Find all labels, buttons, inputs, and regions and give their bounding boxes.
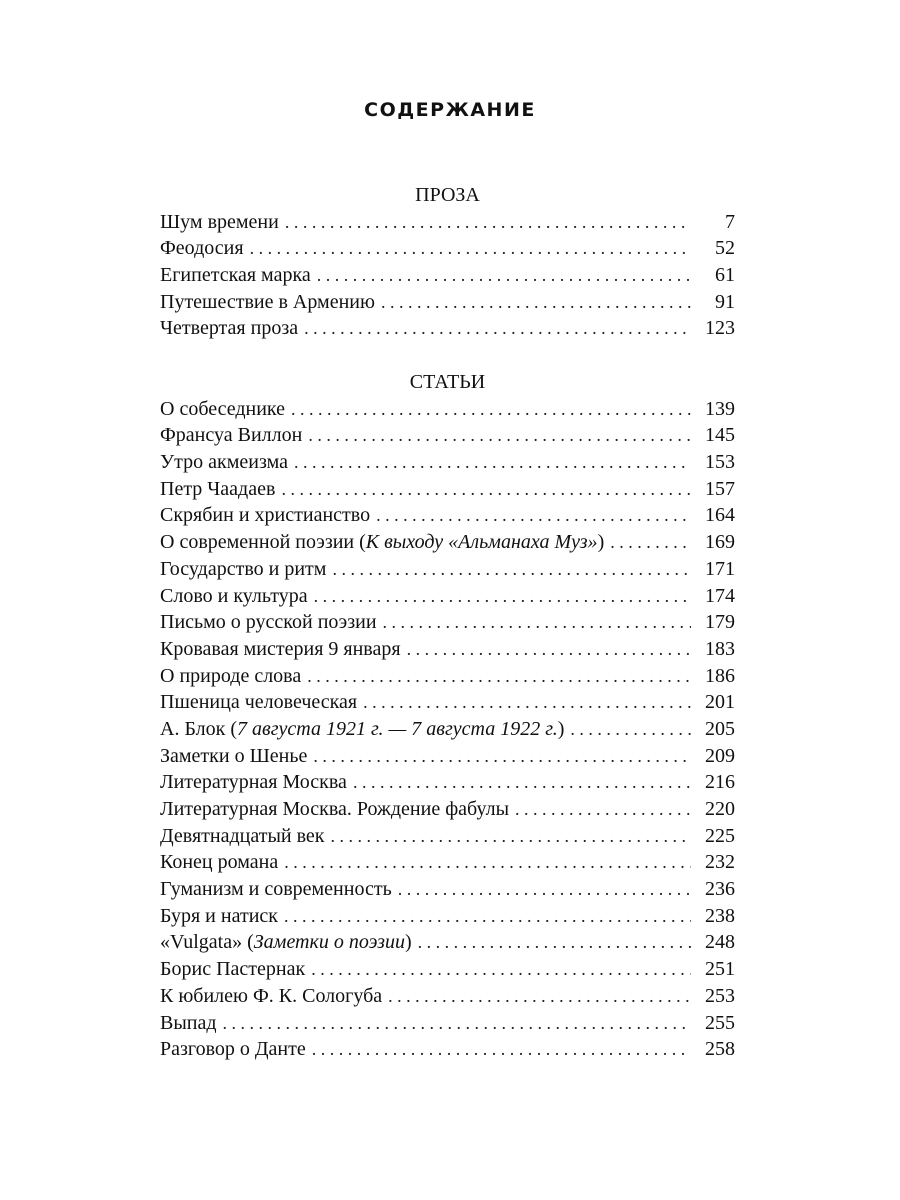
toc-entry-title <box>160 1010 217 1037</box>
toc-entry-page-number: 183 <box>705 637 735 660</box>
toc-entry-page-number: 248 <box>705 931 735 954</box>
toc-entry-title-part: Литературная Москва <box>160 771 347 794</box>
toc-entry-title <box>160 289 375 316</box>
dot-leader <box>398 876 691 903</box>
dot-leader <box>304 315 691 342</box>
dot-leader <box>313 743 691 770</box>
toc-entry-title <box>160 876 392 903</box>
toc-entry-title <box>160 743 307 770</box>
dot-leader <box>281 476 691 503</box>
dot-leader <box>284 903 691 930</box>
toc-entry <box>160 422 735 449</box>
toc-entry-title <box>160 823 325 850</box>
dot-leader <box>363 689 691 716</box>
toc-entry-title <box>160 609 377 636</box>
toc-entry-title <box>160 476 275 503</box>
dot-leader <box>294 449 691 476</box>
toc-entry-page-number: 123 <box>705 317 735 340</box>
toc-entry-title-part: ) <box>597 531 605 554</box>
toc-entry <box>160 1036 735 1063</box>
dot-leader <box>308 422 691 449</box>
toc-entry-title-part: О собеседнике <box>160 397 286 420</box>
toc-entry-title <box>160 209 279 236</box>
toc-entry <box>160 583 735 610</box>
toc-entry <box>160 823 735 850</box>
toc-entry-title-part: Литературная Москва. Рождение фабулы <box>160 798 510 820</box>
toc-entry-title <box>160 1036 306 1063</box>
toc-entry-title-italic-part: Заметки о поэзии <box>253 931 405 954</box>
toc-entry <box>160 769 735 796</box>
toc-entry-title-part: ) <box>557 717 565 740</box>
toc-entry <box>160 983 735 1010</box>
toc-entry-title-part: Скрябин и христианство <box>160 504 371 527</box>
toc-entry-title <box>160 396 285 423</box>
toc-entry-page-number: 61 <box>715 264 735 287</box>
toc-entry-title <box>160 689 357 716</box>
toc-entry <box>160 743 735 770</box>
toc-entry-title <box>160 983 382 1010</box>
toc-entry-title-part: Гуманизм и современность <box>160 878 392 901</box>
toc-entry <box>160 502 735 529</box>
dot-leader <box>291 396 691 423</box>
toc-entry <box>160 903 735 930</box>
toc-entry-title <box>160 716 564 743</box>
dot-leader <box>515 796 691 823</box>
dot-leader <box>388 983 691 1010</box>
toc-entry-page-number: 201 <box>705 691 735 714</box>
toc-entry <box>160 689 735 716</box>
toc-entry <box>160 449 735 476</box>
toc-entry-page-number: 157 <box>705 477 735 500</box>
toc-entry-title <box>160 929 412 956</box>
page-title: СОДЕРЖАНИЕ <box>364 99 536 121</box>
toc-entry-page-number: 238 <box>705 904 735 927</box>
toc-entry-title <box>160 903 278 930</box>
dot-leader <box>314 583 691 610</box>
toc-entry <box>160 609 735 636</box>
toc-entry-title-part: Заметки о Шенье <box>160 744 308 767</box>
toc-entry-page-number: 251 <box>705 958 735 981</box>
toc-entry-page-number: 169 <box>705 531 735 554</box>
toc-entry-title <box>160 663 301 690</box>
toc-section-articles <box>160 369 735 1063</box>
toc-entries <box>160 396 735 1063</box>
dot-leader <box>376 502 691 529</box>
toc-entry-page-number: 258 <box>705 1038 735 1061</box>
toc-entry-page-number: 232 <box>705 851 735 874</box>
toc-entry-title-part: О природе слова <box>160 664 302 687</box>
toc-entry-title-part: Египетская марка <box>160 264 311 287</box>
toc-entry-title-part: Государство и ритм <box>160 557 327 580</box>
toc-entry <box>160 529 735 556</box>
toc-entry-title-part: Кровавая мистерия 9 января <box>160 637 401 660</box>
dot-leader <box>332 556 691 583</box>
toc-entry-title-part: Буря и натиск <box>160 904 278 927</box>
toc-entry-title <box>160 796 509 823</box>
toc-entry-title-part: Разговор о Данте <box>160 1038 306 1061</box>
toc-entry-page-number: 216 <box>705 771 735 794</box>
toc-entry-title-part: Девятнадцатый век <box>160 824 325 847</box>
dot-leader <box>311 956 691 983</box>
toc-entry-title-part: Пшеница человеческая <box>160 691 358 714</box>
dot-leader <box>381 289 691 316</box>
toc-entry-title <box>160 529 604 556</box>
toc-entry-page-number: 171 <box>705 557 735 580</box>
toc-entry-page-number: 164 <box>705 504 735 527</box>
toc-entry-title-part: Четвертая проза <box>160 317 299 340</box>
toc-entry-page-number: 220 <box>705 798 735 820</box>
toc-entry-title <box>160 849 278 876</box>
toc-entry-title-part: Феодосия <box>160 237 244 260</box>
toc-entry-title-part: Франсуа Виллон <box>160 424 303 447</box>
toc-entry <box>160 796 735 823</box>
toc-entry-title <box>160 583 308 610</box>
toc-entry-title-part: Утро акмеизма <box>160 451 288 474</box>
toc-entry-title-part: Слово и культура <box>160 584 308 607</box>
toc-entry <box>160 209 735 236</box>
toc-entry-title-part: Путешествие в Армению <box>160 290 375 313</box>
dot-leader <box>353 769 691 796</box>
dot-leader <box>250 235 691 262</box>
toc-entry-page-number: 253 <box>705 984 735 1007</box>
toc-entry <box>160 315 735 342</box>
dot-leader <box>407 636 691 663</box>
dot-leader <box>418 929 691 956</box>
toc-entry <box>160 556 735 583</box>
toc-entry <box>160 716 735 743</box>
toc-entry <box>160 929 735 956</box>
dot-leader <box>317 262 691 289</box>
toc-entry <box>160 663 735 690</box>
toc-entry-title-part: Петр Чаадаев <box>160 477 276 500</box>
toc-entry <box>160 956 735 983</box>
toc-entry-title-part: Конец романа <box>160 851 279 874</box>
toc-entry-title <box>160 235 244 262</box>
toc-entry-page-number: 174 <box>705 584 735 607</box>
toc-entry <box>160 476 735 503</box>
toc-entry-page-number: 52 <box>715 237 735 260</box>
toc-entry <box>160 1010 735 1037</box>
toc-entry-title <box>160 422 302 449</box>
toc-entry-title-part: К юбилею Ф. К. Сологуба <box>160 984 383 1007</box>
toc-entry-page-number: 205 <box>705 717 735 740</box>
toc-entry-page-number: 145 <box>705 424 735 447</box>
toc-entry-title <box>160 769 347 796</box>
dot-leader <box>223 1010 691 1037</box>
toc-section-prose <box>160 182 735 342</box>
toc-entry-page-number: 139 <box>705 397 735 420</box>
dot-leader <box>307 663 691 690</box>
toc-entry-title <box>160 449 288 476</box>
toc-entry-title-part: Выпад <box>160 1011 217 1034</box>
toc-entry-title <box>160 502 370 529</box>
toc-entry-title-part: О современной поэзии ( <box>160 531 366 554</box>
toc-entry-page-number: 153 <box>705 451 735 474</box>
toc-entry-page-number: 255 <box>705 1011 735 1034</box>
toc-entry-page-number: 186 <box>705 664 735 687</box>
toc-entry-title-part: Борис Пастернак <box>160 958 306 981</box>
section-heading: ПРОЗА <box>415 184 480 206</box>
toc-entry-title <box>160 556 326 583</box>
toc-entry <box>160 262 735 289</box>
dot-leader <box>331 823 691 850</box>
toc-entry-title-part: «Vulgata» ( <box>160 931 254 954</box>
toc-entry-title <box>160 956 305 983</box>
toc-entries <box>160 209 735 342</box>
toc-entry-page-number: 179 <box>705 611 735 634</box>
dot-leader <box>383 609 691 636</box>
dot-leader <box>284 849 691 876</box>
toc-entry-title-italic-part: К выходу «Альманаха Муз» <box>365 531 598 554</box>
dot-leader <box>285 209 691 236</box>
toc-entry <box>160 235 735 262</box>
toc-entry-page-number: 7 <box>725 210 735 233</box>
toc-entry-page-number: 209 <box>705 744 735 767</box>
toc-entry-title-part: Шум времени <box>160 210 279 233</box>
toc-entry-title <box>160 315 298 342</box>
toc-entry <box>160 849 735 876</box>
toc-entry <box>160 396 735 423</box>
dot-leader <box>312 1036 691 1063</box>
toc-entry <box>160 289 735 316</box>
toc-entry-page-number: 225 <box>705 824 735 847</box>
toc-entry <box>160 636 735 663</box>
toc-entry-title-part: А. Блок ( <box>160 717 238 740</box>
dot-leader <box>610 529 691 556</box>
toc-entry-title <box>160 262 311 289</box>
toc-entry-title <box>160 636 401 663</box>
toc-entry <box>160 876 735 903</box>
toc-entry-title-part: Письмо о русской поэзии <box>160 611 377 634</box>
toc-entry-title-part: ) <box>404 931 412 954</box>
section-heading: СТАТЬИ <box>409 371 486 393</box>
dot-leader <box>570 716 691 743</box>
toc-entry-title-italic-part: 7 августа 1921 г. — 7 августа 1922 г. <box>237 717 558 740</box>
toc-entry-page-number: 236 <box>705 878 735 901</box>
toc-entry-page-number: 91 <box>715 290 735 313</box>
